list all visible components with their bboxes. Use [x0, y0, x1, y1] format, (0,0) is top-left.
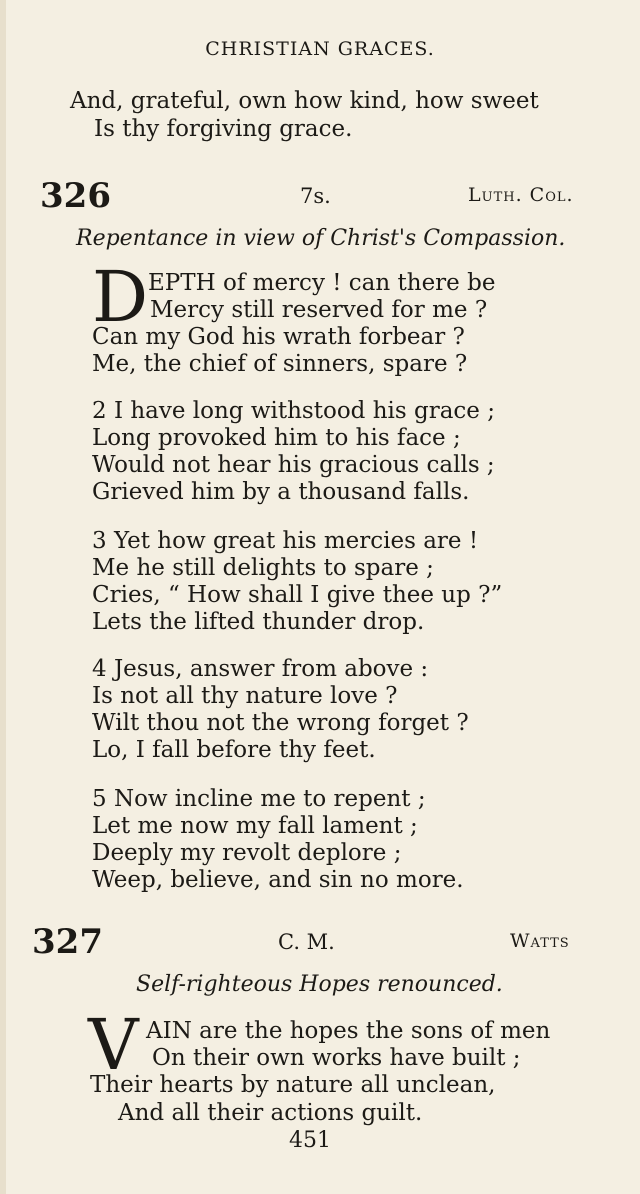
hymn-326-line-5: 2 I have long withstood his grace ; [92, 398, 495, 424]
hymn-326-line-18: Let me now my fall lament ; [92, 813, 418, 839]
hymn-326-line-11: Cries, “ How shall I give thee up ?” [92, 582, 503, 608]
hymn-327-title: Self-righteous Hopes renounced. [136, 972, 503, 997]
hymn-326-author: Luth. Col. [468, 184, 574, 206]
hymn-326-line-14: Is not all thy nature love ? [92, 683, 398, 709]
hymn-327-number: 327 [32, 922, 103, 962]
hymn-327-line-3: Their hearts by nature all unclean, [90, 1072, 496, 1098]
hymn-326-line-16: Lo, I fall before thy feet. [92, 737, 376, 763]
carryover-line-2: Is thy forgiving grace. [94, 116, 353, 142]
hymn-327-meter: C. M. [278, 930, 335, 954]
hymn-326-line-10: Me he still delights to spare ; [92, 555, 434, 581]
hymn-326-line-17: 5 Now incline me to repent ; [92, 786, 426, 812]
hymn-326-line-1: EPTH of mercy ! can there be [148, 270, 496, 296]
hymn-326-line-19: Deeply my revolt deplore ; [92, 840, 402, 866]
hymn-327-line-4: And all their actions guilt. [118, 1100, 423, 1126]
hymn-326-line-13: 4 Jesus, answer from above : [92, 656, 429, 682]
hymn-327-line-1: AIN are the hopes the sons of men [146, 1018, 551, 1044]
hymn-326-line-20: Weep, believe, and sin no more. [92, 867, 464, 893]
hymn-326-dropcap: D [92, 256, 149, 338]
hymn-326-line-6: Long provoked him to his face ; [92, 425, 461, 451]
hymn-326-line-8: Grieved him by a thousand falls. [92, 479, 470, 505]
page-number: 451 [289, 1128, 331, 1153]
page-edge [0, 0, 6, 1194]
hymn-327-line-2: On their own works have built ; [152, 1045, 521, 1071]
hymn-326-line-15: Wilt thou not the wrong forget ? [92, 710, 469, 736]
hymn-326-line-4: Me, the chief of sinners, spare ? [92, 351, 468, 377]
hymn-326-line-12: Lets the lifted thunder drop. [92, 609, 425, 635]
hymn-326-line-3: Can my God his wrath forbear ? [92, 324, 465, 350]
hymn-327-dropcap: V [88, 1004, 139, 1086]
hymn-326-title: Repentance in view of Christ's Compassion. [76, 226, 566, 251]
hymn-326-meter: 7s. [300, 184, 331, 208]
hymn-326-line-9: 3 Yet how great his mercies are ! [92, 528, 479, 554]
carryover-line-1: And, grateful, own how kind, how sweet [70, 88, 539, 114]
hymn-326-line-2: Mercy still reserved for me ? [150, 297, 488, 323]
hymn-326-line-7: Would not hear his gracious calls ; [92, 452, 495, 478]
hymn-327-author: Watts [510, 930, 570, 952]
page-header: CHRISTIAN GRACES. [205, 38, 435, 60]
hymn-326-number: 326 [40, 176, 111, 216]
